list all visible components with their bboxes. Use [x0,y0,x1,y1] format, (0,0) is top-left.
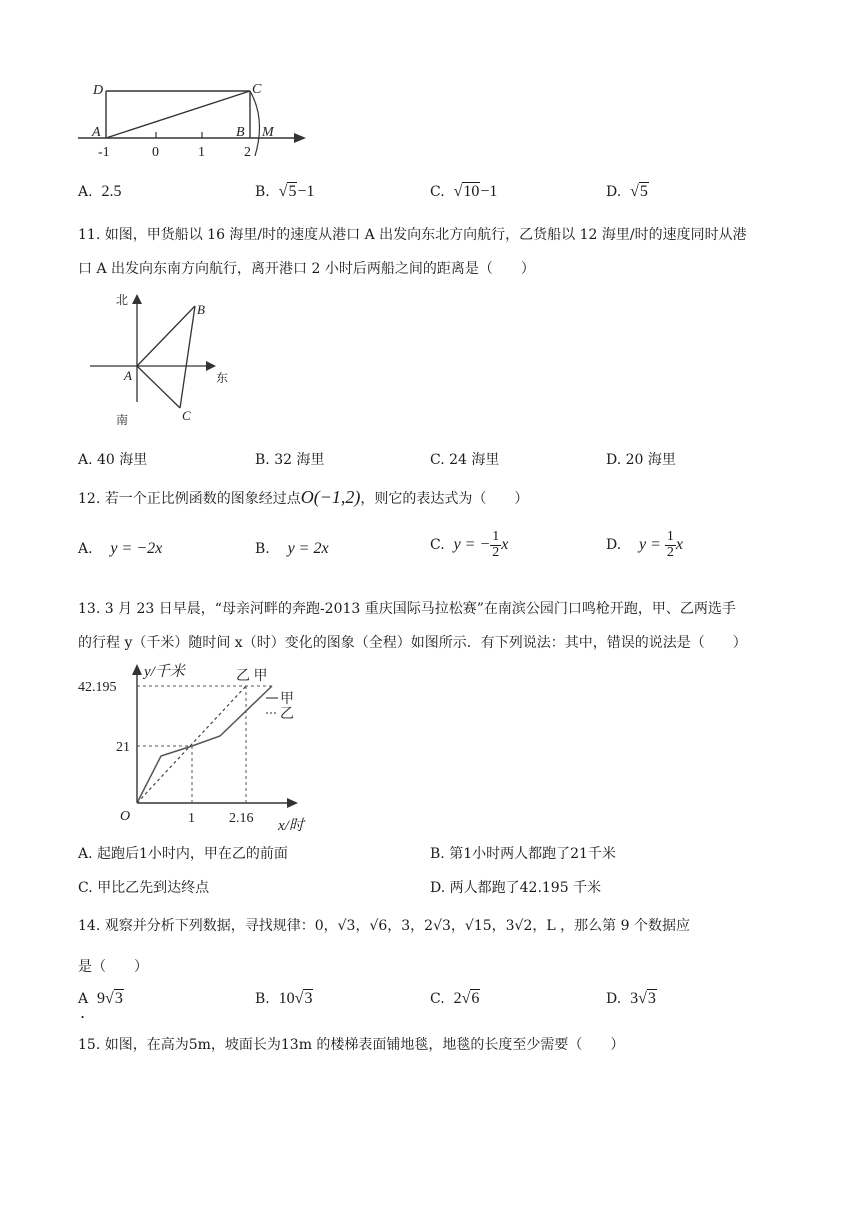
q10-tick-1: 1 [198,145,205,160]
q11-label-east: 东 [216,371,229,385]
q11-direction-figure [82,290,242,430]
q10-tick-neg1: -1 [98,145,110,160]
q13-option-a[interactable]: A. 起跑后1小时内，甲在乙的前面 [78,846,288,862]
q14-option-a[interactable]: A 9√3 [78,990,123,1007]
q13-ytick-21: 21 [116,740,130,755]
q11-label-a: A [124,368,132,383]
q12-option-b[interactable]: B. y = 2x [255,540,329,557]
q11-label-south: 南 [116,413,129,427]
q14-stem-line2: 是（ ） [78,959,148,975]
q10-label-m: M [262,125,274,140]
q12-option-a[interactable]: A. y = −2x [78,540,163,557]
q11-label-b: B [197,302,205,317]
q10-option-a[interactable]: A. 2.5 [78,183,122,200]
q12-point: O(−1,2) [300,487,361,507]
q10-option-d[interactable]: D. √5 [606,183,648,200]
q14-option-b[interactable]: B. 10√3 [255,990,313,1007]
q13-xtick-1: 1 [188,811,195,826]
q12-option-d[interactable]: D. y = $\frac{1}{2}$ x [606,529,684,560]
q10-tick-2: 2 [244,145,251,160]
q14-option-d[interactable]: D. 3√3 [606,990,656,1007]
q12-option-c[interactable]: C. y = − $\frac{1}{2}$ x [430,529,509,560]
q15-stem-line1: 15. 如图，在高为5m，坡面长为13m 的楼梯表面铺地毯，地毯的长度至少需要（ ） [78,1037,625,1053]
q10-label-a: A [92,125,101,140]
q10-option-b[interactable]: B. √5−1 [255,183,315,200]
q13-option-c[interactable]: C. 甲比乙先到达终点 [78,880,210,896]
q14-stray-dot: . [80,1003,86,1022]
q13-legend-yi: 乙 [280,707,294,722]
q11-option-b[interactable]: B. 32 海里 [255,452,325,468]
q11-label-north: 北 [116,293,129,307]
q14-stem-line1: 14. 观察并分析下列数据，寻找规律：0，√3，√6，3，2√3，√15，3√2，L ，那么第 9 个数据应 [78,918,690,934]
q10-label-b: B [236,125,245,140]
q13-option-d[interactable]: D. 两人都跑了42.195 千米 [430,880,602,896]
q10-label-c: C [252,82,262,97]
q13-stem-line2: 的行程 y（千米）随时间 x（时）变化的图象（全程）如图所示．有下列说法：其中，错误的说法是（ ） [78,635,747,651]
q11-option-d[interactable]: D. 20 海里 [606,452,676,468]
q13-y-axis-label: y/千米 [144,664,185,680]
q13-legend-jia: 甲 [280,692,294,707]
q11-stem-line2: 口 A 出发向东南方向航行，离开港口 2 小时后两船之间的距离是（ ） [78,261,535,277]
q12-stem: 12. 若一个正比例函数的图象经过点O(−1,2)，则它的表达式为（ ） [78,487,529,507]
q14-option-c[interactable]: C. 2√6 [430,990,480,1007]
q13-stem-line1: 13. 3 月 23 日早晨，“母亲河畔的奔跑-2013 重庆国际马拉松赛”在南滨公园门口鸣枪开跑，甲、乙两选手 [78,601,736,617]
q13-top-series-labels: 乙 甲 [236,669,268,684]
q10-label-d: D [93,83,104,98]
q11-label-c: C [182,408,191,423]
q10-option-c[interactable]: C. √10−1 [430,183,498,200]
q13-ytick-42195: 42.195 [78,680,117,695]
q11-stem-line1: 11. 如图，甲货船以 16 海里/时的速度从港口 A 出发向东北方向航行，乙货船以 12 海里/时的速度同时从港 [78,227,747,243]
q10-tick-0: 0 [152,145,159,160]
q10-number-line-figure [70,74,320,174]
q13-origin-label: O [120,809,131,824]
q13-option-b[interactable]: B. 第1小时两人都跑了21千米 [430,846,616,862]
q13-distance-time-chart [76,660,316,835]
q11-option-c[interactable]: C. 24 海里 [430,452,500,468]
q11-option-a[interactable]: A. 40 海里 [78,452,148,468]
q13-xtick-216: 2.16 [229,811,254,826]
q13-x-axis-label: x/时 [278,818,304,834]
